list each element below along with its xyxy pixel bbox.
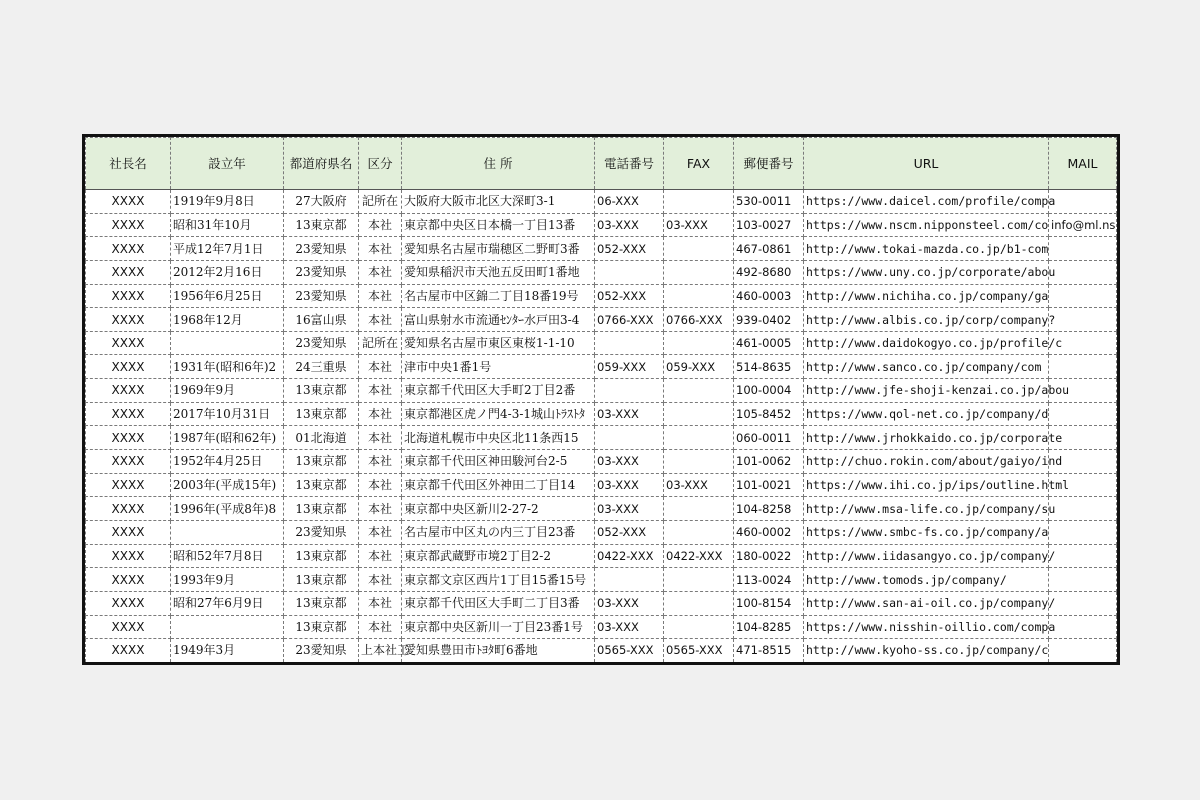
mail-cell[interactable]	[1049, 284, 1117, 308]
header-row	[86, 138, 1117, 190]
founded-cell[interactable]: 1919年9月8日	[171, 190, 284, 214]
mail-cell[interactable]	[1049, 544, 1117, 568]
category-cell[interactable]: 本社	[359, 591, 402, 615]
url-cell[interactable]: http://www.iidasangyo.co.jp/company/	[804, 544, 1049, 568]
address-cell[interactable]: 東京都千代田区外神田二丁目14	[402, 473, 595, 497]
phone-cell[interactable]	[595, 331, 664, 355]
table-row	[86, 497, 1117, 521]
postal-code-cell[interactable]: 100-8154	[734, 591, 804, 615]
header-phone[interactable]: 電話番号	[595, 138, 664, 190]
founded-cell[interactable]: 2012年2月16日	[171, 260, 284, 284]
category-cell[interactable]: 本社	[359, 237, 402, 261]
url-cell[interactable]: http://www.nichiha.co.jp/company/ga	[804, 284, 1049, 308]
prefecture-cell[interactable]: 13東京都	[284, 497, 359, 521]
fax-cell[interactable]	[664, 402, 734, 426]
phone-cell[interactable]	[595, 568, 664, 592]
postal-code-cell[interactable]: 113-0024	[734, 568, 804, 592]
phone-cell[interactable]: 0565-XXX	[595, 639, 664, 662]
mail-cell[interactable]	[1049, 520, 1117, 544]
mail-cell[interactable]	[1049, 568, 1117, 592]
table-row	[86, 426, 1117, 450]
ceo-name-cell[interactable]: XXXX	[86, 190, 171, 214]
address-cell[interactable]: 東京都武蔵野市境2丁目2-2	[402, 544, 595, 568]
prefecture-cell[interactable]: 13東京都	[284, 402, 359, 426]
address-cell[interactable]: 東京都千代田区神田駿河台2-5	[402, 450, 595, 474]
founded-cell[interactable]	[171, 615, 284, 639]
header-fax[interactable]: FAX	[664, 138, 734, 190]
postal-code-cell[interactable]: 530-0011	[734, 190, 804, 214]
table-body	[86, 190, 1117, 662]
phone-cell[interactable]: 03-XXX	[595, 497, 664, 521]
prefecture-cell[interactable]: 23愛知県	[284, 639, 359, 662]
category-cell[interactable]: 本社	[359, 308, 402, 332]
address-cell[interactable]: 東京都千代田区大手町2丁目2番	[402, 379, 595, 403]
ceo-name-cell[interactable]: XXXX	[86, 450, 171, 474]
prefecture-cell[interactable]: 13東京都	[284, 473, 359, 497]
phone-cell[interactable]	[595, 379, 664, 403]
mail-cell[interactable]	[1049, 591, 1117, 615]
postal-code-cell[interactable]: 460-0003	[734, 284, 804, 308]
phone-cell[interactable]: 052-XXX	[595, 284, 664, 308]
address-cell[interactable]: 東京都港区虎ノ門4-3-1城山ﾄﾗｽﾄﾀ	[402, 402, 595, 426]
fax-cell[interactable]	[664, 497, 734, 521]
phone-cell[interactable]: 052-XXX	[595, 520, 664, 544]
ceo-name-cell[interactable]: XXXX	[86, 260, 171, 284]
postal-code-cell[interactable]: 105-8452	[734, 402, 804, 426]
ceo-name-cell[interactable]: XXXX	[86, 355, 171, 379]
table-row	[86, 355, 1117, 379]
fax-cell[interactable]	[664, 331, 734, 355]
prefecture-cell[interactable]: 13東京都	[284, 450, 359, 474]
ceo-name-cell[interactable]: XXXX	[86, 591, 171, 615]
table-row	[86, 639, 1117, 662]
url-cell[interactable]: https://www.smbc-fs.co.jp/company/a	[804, 520, 1049, 544]
header-postal-code[interactable]: 郵便番号	[734, 138, 804, 190]
mail-cell[interactable]	[1049, 308, 1117, 332]
fax-cell[interactable]	[664, 615, 734, 639]
postal-code-cell[interactable]: 492-8680	[734, 260, 804, 284]
header-address[interactable]: 住 所	[402, 138, 595, 190]
phone-cell[interactable]: 052-XXX	[595, 237, 664, 261]
phone-cell[interactable]: 03-XXX	[595, 213, 664, 237]
url-cell[interactable]: http://www.sanco.co.jp/company/com	[804, 355, 1049, 379]
url-cell[interactable]: http://www.jrhokkaido.co.jp/corporate	[804, 426, 1049, 450]
prefecture-cell[interactable]: 01北海道	[284, 426, 359, 450]
ceo-name-cell[interactable]: XXXX	[86, 473, 171, 497]
ceo-name-cell[interactable]: XXXX	[86, 568, 171, 592]
table-row	[86, 213, 1117, 237]
phone-cell[interactable]: 03-XXX	[595, 402, 664, 426]
founded-cell[interactable]: 1931年(昭和6年)2	[171, 355, 284, 379]
prefecture-cell[interactable]: 23愛知県	[284, 520, 359, 544]
phone-cell[interactable]: 03-XXX	[595, 615, 664, 639]
founded-cell[interactable]: 2003年(平成15年)	[171, 473, 284, 497]
address-cell[interactable]: 愛知県名古屋市瑞穂区二野町3番	[402, 237, 595, 261]
founded-cell[interactable]: 2017年10月31日	[171, 402, 284, 426]
ceo-name-cell[interactable]: XXXX	[86, 213, 171, 237]
founded-cell[interactable]: 平成12年7月1日	[171, 237, 284, 261]
postal-code-cell[interactable]: 180-0022	[734, 544, 804, 568]
mail-cell[interactable]	[1049, 237, 1117, 261]
category-cell[interactable]: 本社	[359, 520, 402, 544]
address-cell[interactable]: 愛知県稲沢市天池五反田町1番地	[402, 260, 595, 284]
category-cell[interactable]: 本社	[359, 544, 402, 568]
fax-cell[interactable]: 059-XXX	[664, 355, 734, 379]
category-cell[interactable]: 記所在	[359, 331, 402, 355]
fax-cell[interactable]	[664, 591, 734, 615]
postal-code-cell[interactable]: 461-0005	[734, 331, 804, 355]
category-cell[interactable]: 本社	[359, 615, 402, 639]
fax-cell[interactable]	[664, 426, 734, 450]
table-row	[86, 308, 1117, 332]
phone-cell[interactable]: 03-XXX	[595, 450, 664, 474]
address-cell[interactable]: 愛知県名古屋市東区東桜1-1-10	[402, 331, 595, 355]
prefecture-cell[interactable]: 27大阪府	[284, 190, 359, 214]
category-cell[interactable]: 本社	[359, 260, 402, 284]
ceo-name-cell[interactable]: XXXX	[86, 308, 171, 332]
table-row	[86, 331, 1117, 355]
address-cell[interactable]: 北海道札幌市中央区北11条西15	[402, 426, 595, 450]
founded-cell[interactable]: 1956年6月25日	[171, 284, 284, 308]
ceo-name-cell[interactable]: XXXX	[86, 639, 171, 662]
postal-code-cell[interactable]: 101-0021	[734, 473, 804, 497]
mail-cell[interactable]	[1049, 615, 1117, 639]
url-cell[interactable]: http://www.jfe-shoji-kenzai.co.jp/abou	[804, 379, 1049, 403]
address-cell[interactable]: 名古屋市中区丸の内三丁目23番	[402, 520, 595, 544]
postal-code-cell[interactable]: 471-8515	[734, 639, 804, 662]
category-cell[interactable]: 本社	[359, 426, 402, 450]
ceo-name-cell[interactable]: XXXX	[86, 402, 171, 426]
url-cell[interactable]: http://www.albis.co.jp/corp/company?	[804, 308, 1049, 332]
postal-code-cell[interactable]: 103-0027	[734, 213, 804, 237]
mail-cell[interactable]	[1049, 497, 1117, 521]
table-row	[86, 544, 1117, 568]
header-ceo-name[interactable]: 社長名	[86, 138, 171, 190]
category-cell[interactable]: 本社	[359, 213, 402, 237]
mail-cell[interactable]	[1049, 639, 1117, 662]
phone-cell[interactable]: 0422-XXX	[595, 544, 664, 568]
table-row	[86, 379, 1117, 403]
header-category[interactable]: 区分	[359, 138, 402, 190]
founded-cell[interactable]: 昭和52年7月8日	[171, 544, 284, 568]
ceo-name-cell[interactable]: XXXX	[86, 237, 171, 261]
category-cell[interactable]: 本社	[359, 284, 402, 308]
founded-cell[interactable]: 1987年(昭和62年)	[171, 426, 284, 450]
table-row	[86, 190, 1117, 214]
fax-cell[interactable]: 0565-XXX	[664, 639, 734, 662]
url-cell[interactable]: https://www.ihi.co.jp/ips/outline.html	[804, 473, 1049, 497]
url-cell[interactable]: https://www.nisshin-oillio.com/compa	[804, 615, 1049, 639]
postal-code-cell[interactable]: 104-8258	[734, 497, 804, 521]
address-cell[interactable]: 東京都中央区新川一丁目23番1号	[402, 615, 595, 639]
table-row	[86, 520, 1117, 544]
address-cell[interactable]: 富山県射水市流通ｾﾝﾀｰ水戸田3-4	[402, 308, 595, 332]
address-cell[interactable]: 東京都中央区新川2-27-2	[402, 497, 595, 521]
prefecture-cell[interactable]: 13東京都	[284, 544, 359, 568]
table-row	[86, 473, 1117, 497]
url-cell[interactable]: http://www.tomods.jp/company/	[804, 568, 1049, 592]
prefecture-cell[interactable]: 13東京都	[284, 591, 359, 615]
table-row	[86, 237, 1117, 261]
phone-cell[interactable]: 03-XXX	[595, 473, 664, 497]
header-prefecture[interactable]: 都道府県名	[284, 138, 359, 190]
founded-cell[interactable]: 1993年9月	[171, 568, 284, 592]
prefecture-cell[interactable]: 24三重県	[284, 355, 359, 379]
address-cell[interactable]: 津市中央1番1号	[402, 355, 595, 379]
url-cell[interactable]: http://www.tokai-mazda.co.jp/b1-com	[804, 237, 1049, 261]
postal-code-cell[interactable]: 060-0011	[734, 426, 804, 450]
url-cell[interactable]: https://www.qol-net.co.jp/company/d	[804, 402, 1049, 426]
company-table	[85, 137, 1117, 662]
table-row	[86, 591, 1117, 615]
postal-code-cell[interactable]: 939-0402	[734, 308, 804, 332]
url-cell[interactable]: http://www.kyoho-ss.co.jp/company/c	[804, 639, 1049, 662]
prefecture-cell[interactable]: 23愛知県	[284, 284, 359, 308]
prefecture-cell[interactable]: 13東京都	[284, 568, 359, 592]
mail-cell[interactable]	[1049, 402, 1117, 426]
prefecture-cell[interactable]: 13東京都	[284, 379, 359, 403]
fax-cell[interactable]	[664, 284, 734, 308]
phone-cell[interactable]: 059-XXX	[595, 355, 664, 379]
header-mail[interactable]: MAIL	[1049, 138, 1117, 190]
postal-code-cell[interactable]: 104-8285	[734, 615, 804, 639]
category-cell[interactable]: 本社	[359, 497, 402, 521]
postal-code-cell[interactable]: 101-0062	[734, 450, 804, 474]
category-cell[interactable]: 本社	[359, 402, 402, 426]
ceo-name-cell[interactable]: XXXX	[86, 284, 171, 308]
mail-cell[interactable]	[1049, 355, 1117, 379]
url-cell[interactable]: https://www.uny.co.jp/corporate/abou	[804, 260, 1049, 284]
spreadsheet-table-frame	[82, 134, 1120, 665]
postal-code-cell[interactable]: 467-0861	[734, 237, 804, 261]
fax-cell[interactable]	[664, 568, 734, 592]
ceo-name-cell[interactable]: XXXX	[86, 331, 171, 355]
fax-cell[interactable]	[664, 520, 734, 544]
url-cell[interactable]: https://www.daicel.com/profile/compa	[804, 190, 1049, 214]
prefecture-cell[interactable]: 23愛知県	[284, 260, 359, 284]
founded-cell[interactable]: 昭和27年6月9日	[171, 591, 284, 615]
table-row	[86, 402, 1117, 426]
address-cell[interactable]: 名古屋市中区錦二丁目18番19号	[402, 284, 595, 308]
fax-cell[interactable]	[664, 379, 734, 403]
phone-cell[interactable]: 0766-XXX	[595, 308, 664, 332]
phone-cell[interactable]: 06-XXX	[595, 190, 664, 214]
mail-cell[interactable]	[1049, 260, 1117, 284]
fax-cell[interactable]	[664, 237, 734, 261]
category-cell[interactable]: 本社	[359, 568, 402, 592]
founded-cell[interactable]: 1949年3月	[171, 639, 284, 662]
category-cell[interactable]: 上本社工	[359, 639, 402, 662]
url-cell[interactable]: https://www.nscm.nipponsteel.com/co	[804, 213, 1049, 237]
postal-code-cell[interactable]: 100-0004	[734, 379, 804, 403]
table-row	[86, 260, 1117, 284]
fax-cell[interactable]: 0422-XXX	[664, 544, 734, 568]
mail-cell[interactable]	[1049, 190, 1117, 214]
address-cell[interactable]: 東京都千代田区大手町二丁目3番	[402, 591, 595, 615]
ceo-name-cell[interactable]: XXXX	[86, 426, 171, 450]
url-cell[interactable]: http://www.msa-life.co.jp/company/su	[804, 497, 1049, 521]
url-cell[interactable]: http://www.daidokogyo.co.jp/profile/c	[804, 331, 1049, 355]
founded-cell[interactable]	[171, 331, 284, 355]
ceo-name-cell[interactable]: XXXX	[86, 615, 171, 639]
mail-cell[interactable]: info@ml.ns	[1049, 213, 1117, 237]
founded-cell[interactable]	[171, 520, 284, 544]
fax-cell[interactable]	[664, 450, 734, 474]
fax-cell[interactable]: 0766-XXX	[664, 308, 734, 332]
fax-cell[interactable]	[664, 260, 734, 284]
fax-cell[interactable]: 03-XXX	[664, 473, 734, 497]
address-cell[interactable]: 大阪府大阪市北区大深町3-1	[402, 190, 595, 214]
url-cell[interactable]: http://chuo.rokin.com/about/gaiyo/ind	[804, 450, 1049, 474]
category-cell[interactable]: 本社	[359, 473, 402, 497]
phone-cell[interactable]	[595, 260, 664, 284]
table-row	[86, 615, 1117, 639]
category-cell[interactable]: 本社	[359, 450, 402, 474]
postal-code-cell[interactable]: 460-0002	[734, 520, 804, 544]
address-cell[interactable]: 愛知県豊田市ﾄﾖﾀ町6番地	[402, 639, 595, 662]
founded-cell[interactable]: 1969年9月	[171, 379, 284, 403]
founded-cell[interactable]: 昭和31年10月	[171, 213, 284, 237]
address-cell[interactable]: 東京都中央区日本橋一丁目13番	[402, 213, 595, 237]
fax-cell[interactable]: 03-XXX	[664, 213, 734, 237]
header-url[interactable]: URL	[804, 138, 1049, 190]
founded-cell[interactable]: 1952年4月25日	[171, 450, 284, 474]
table-row	[86, 568, 1117, 592]
header-founded[interactable]: 設立年	[171, 138, 284, 190]
prefecture-cell[interactable]: 23愛知県	[284, 237, 359, 261]
phone-cell[interactable]	[595, 426, 664, 450]
fax-cell[interactable]	[664, 190, 734, 214]
ceo-name-cell[interactable]: XXXX	[86, 520, 171, 544]
founded-cell[interactable]: 1996年(平成8年)8	[171, 497, 284, 521]
prefecture-cell[interactable]: 16富山県	[284, 308, 359, 332]
postal-code-cell[interactable]: 514-8635	[734, 355, 804, 379]
founded-cell[interactable]: 1968年12月	[171, 308, 284, 332]
category-cell[interactable]: 本社	[359, 379, 402, 403]
phone-cell[interactable]: 03-XXX	[595, 591, 664, 615]
category-cell[interactable]: 本社	[359, 355, 402, 379]
ceo-name-cell[interactable]: XXXX	[86, 497, 171, 521]
ceo-name-cell[interactable]: XXXX	[86, 379, 171, 403]
table-row	[86, 450, 1117, 474]
prefecture-cell[interactable]: 23愛知県	[284, 331, 359, 355]
url-cell[interactable]: http://www.san-ai-oil.co.jp/company/	[804, 591, 1049, 615]
ceo-name-cell[interactable]: XXXX	[86, 544, 171, 568]
table-row	[86, 284, 1117, 308]
address-cell[interactable]: 東京都文京区西片1丁目15番15号	[402, 568, 595, 592]
category-cell[interactable]: 記所在	[359, 190, 402, 214]
prefecture-cell[interactable]: 13東京都	[284, 615, 359, 639]
prefecture-cell[interactable]: 13東京都	[284, 213, 359, 237]
